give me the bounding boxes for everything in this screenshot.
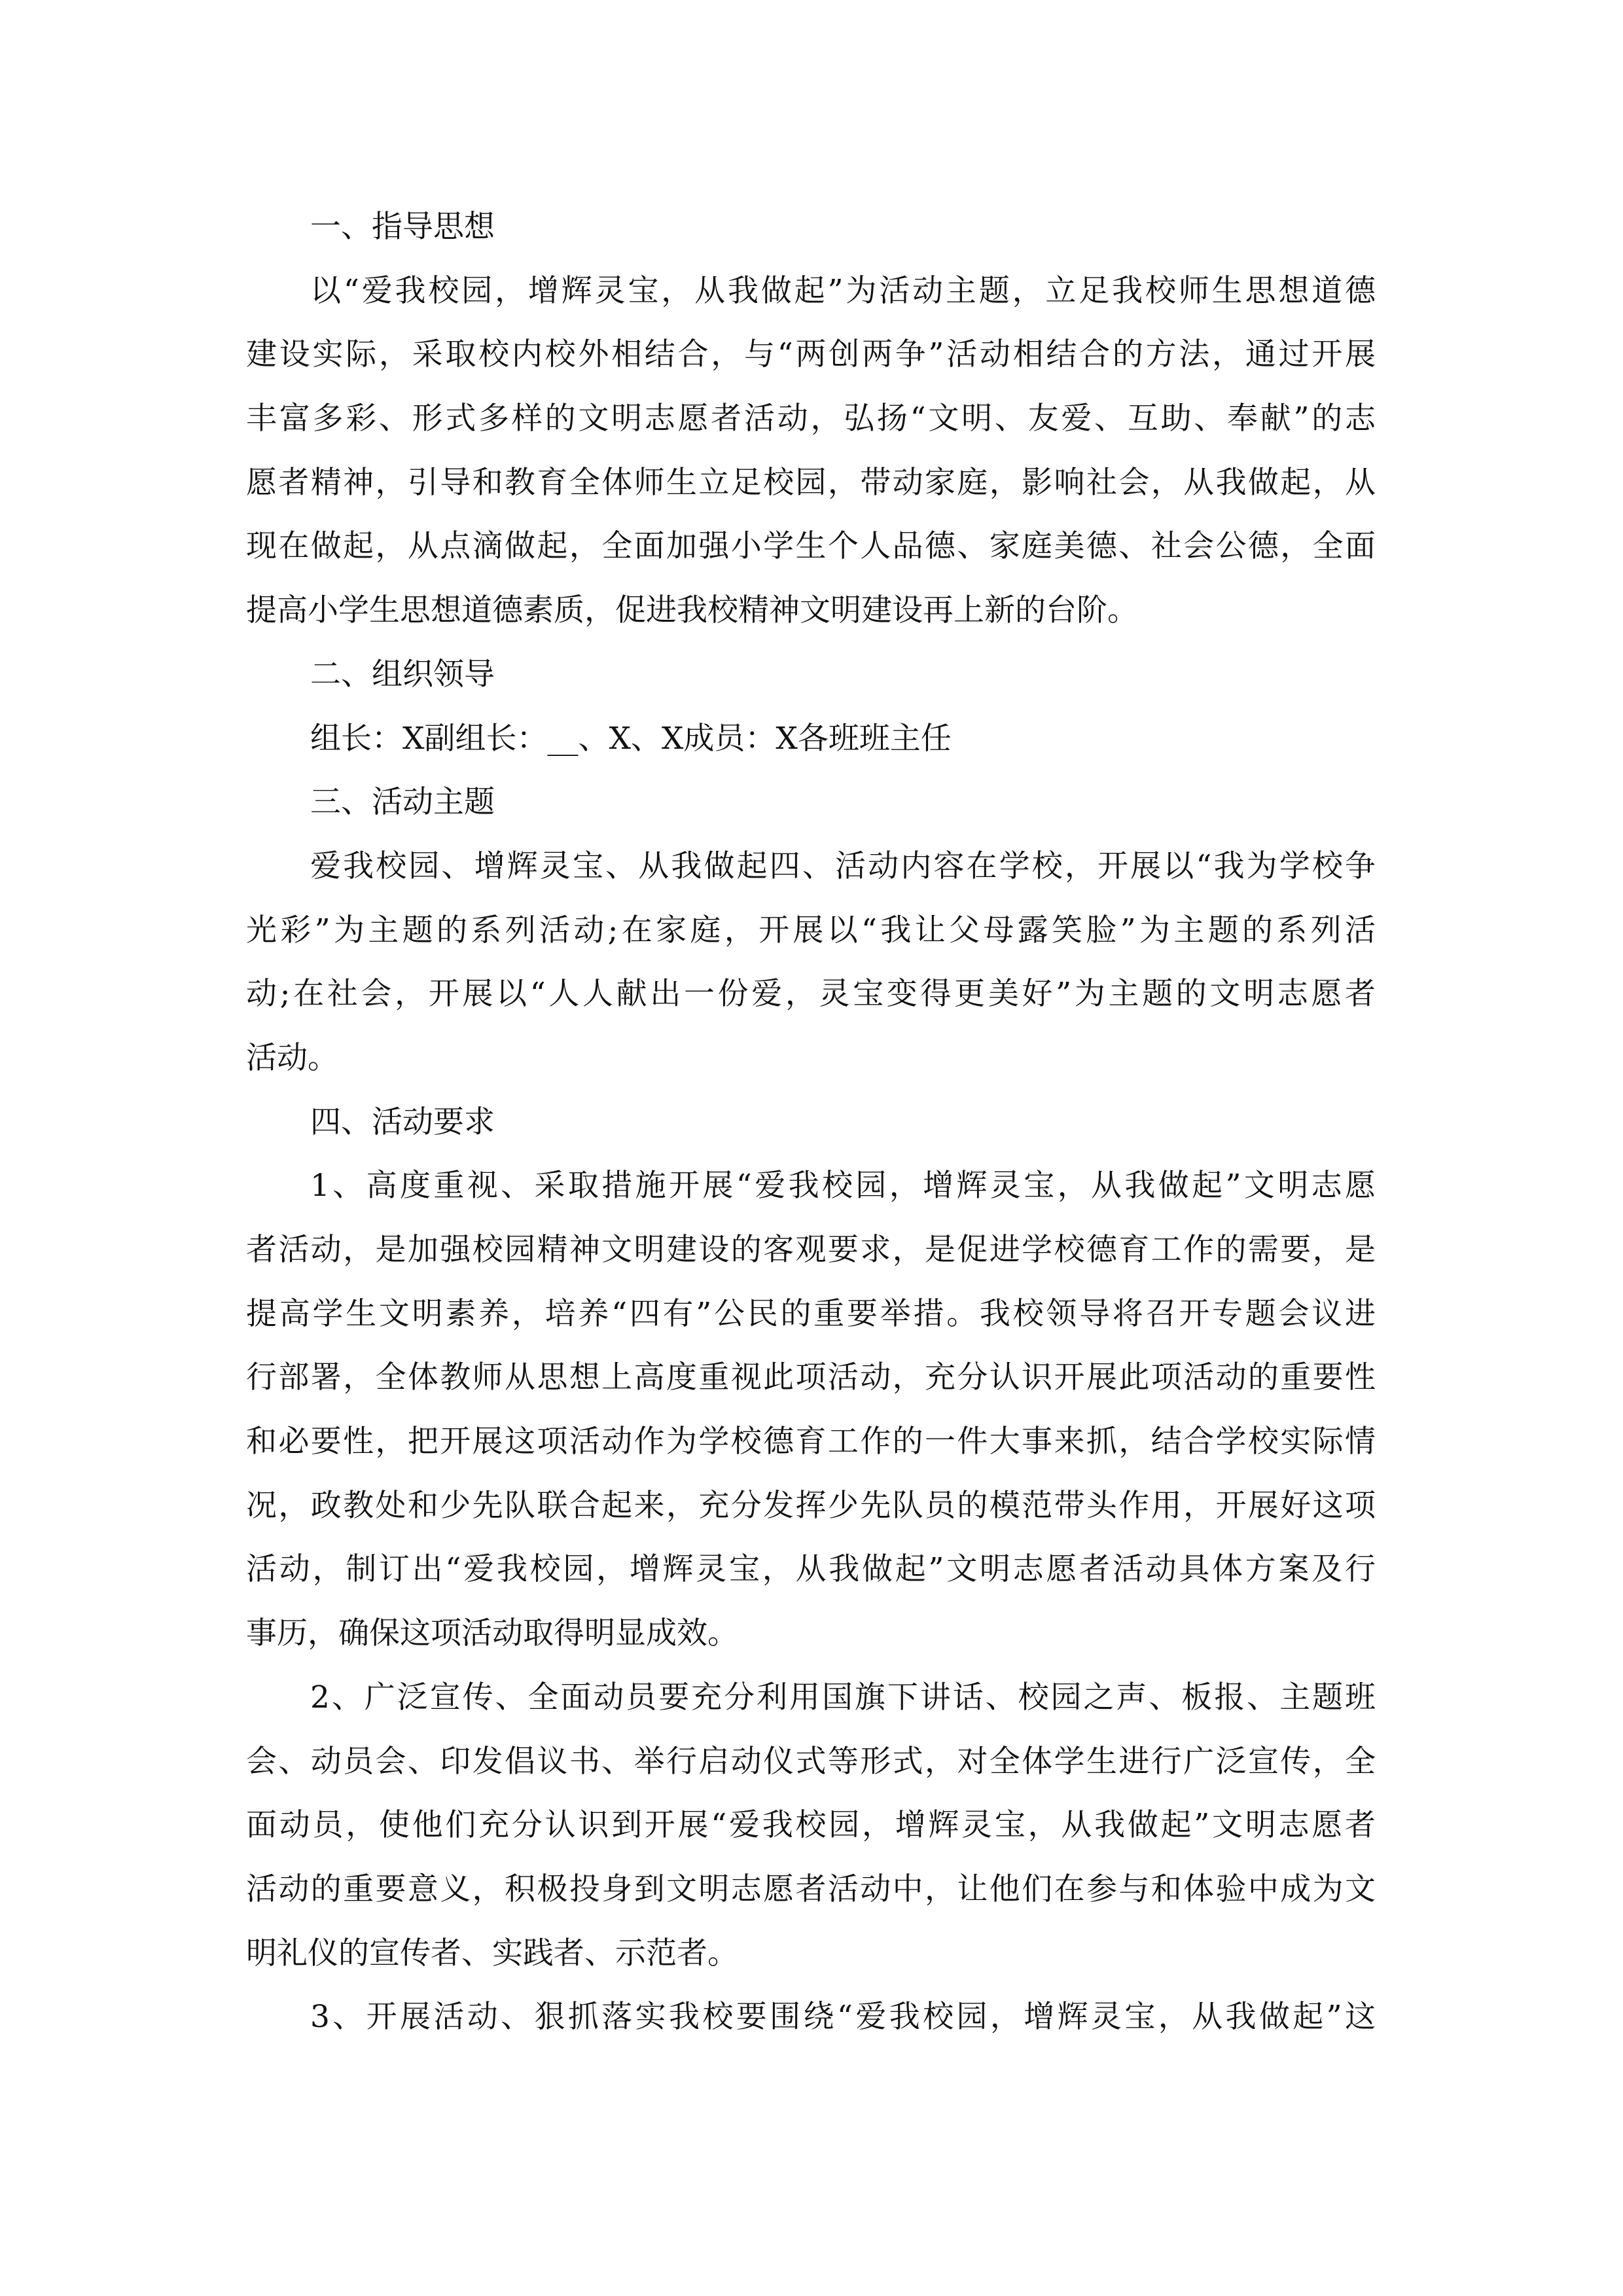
text-line: 光彩”为主题的系列活动;在家庭，开展以“我让父母露笑脸”为主题的系列活 <box>246 912 1376 948</box>
text-line: 建设实际，采取校内校外相结合，与“两创两争”活动相结合的方法，通过开展 <box>246 336 1376 373</box>
text-line: 活动。 <box>246 1039 338 1076</box>
text-line: 组长：X副组长：__、X、X成员：X各班班主任 <box>310 720 952 757</box>
document-body <box>246 195 1376 2049</box>
section-heading: 二、组织领导 <box>310 656 495 692</box>
text-line: 2、广泛宣传、全面动员要充分利用国旗下讲话、校园之声、板报、主题班 <box>310 1679 1376 1715</box>
text-line: 以“爱我校园，增辉灵宝，从我做起”为活动主题，立足我校师生思想道德 <box>310 272 1376 309</box>
section-heading: 一、指导思想 <box>310 209 495 245</box>
text-line: 和必要性，把开展这项活动作为学校德育工作的一件大事来抓，结合学校实际情 <box>246 1424 1376 1460</box>
text-line: 明礼仪的宣传者、实践者、示范者。 <box>246 1935 738 1971</box>
text-line: 活动，制订出“爱我校园，增辉灵宝，从我做起”文明志愿者活动具体方案及行 <box>246 1551 1376 1588</box>
section-heading: 三、活动主题 <box>310 784 495 821</box>
text-line: 提高学生文明素养，培养“四有”公民的重要举措。我校领导将召开专题会议进 <box>246 1295 1376 1332</box>
text-line: 丰富多彩、形式多样的文明志愿者活动，弘扬“文明、友爱、互助、奉献”的志 <box>246 401 1376 437</box>
text-line: 爱我校园、增辉灵宝、从我做起四、活动内容在学校，开展以“我为学校争 <box>310 848 1376 884</box>
text-line: 提高小学生思想道德素质，促进我校精神文明建设再上新的台阶。 <box>246 592 1138 629</box>
text-line: 面动员，使他们充分认识到开展“爱我校园，增辉灵宝，从我做起”文明志愿者 <box>246 1807 1376 1844</box>
text-line: 事历，确保这项活动取得明显成效。 <box>246 1615 738 1652</box>
text-line: 动;在社会，开展以“人人献出一份爱，灵宝变得更美好”为主题的文明志愿者 <box>246 976 1376 1013</box>
text-line: 愿者精神，引导和教育全体师生立足校园，带动家庭，影响社会，从我做起，从 <box>246 464 1376 501</box>
text-line: 现在做起，从点滴做起，全面加强小学生个人品德、家庭美德、社会公德，全面 <box>246 528 1376 565</box>
text-line: 3、开展活动、狠抓落实我校要围绕“爱我校园，增辉灵宝，从我做起”这 <box>310 1999 1376 2036</box>
text-line: 者活动，是加强校园精神文明建设的客观要求，是促进学校德育工作的需要，是 <box>246 1232 1376 1268</box>
text-line: 况，政教处和少先队联合起来，充分发挥少先队员的模范带头作用，开展好这项 <box>246 1487 1376 1524</box>
text-line: 行部署，全体教师从思想上高度重视此项活动，充分认识开展此项活动的重要性 <box>246 1359 1376 1396</box>
text-line: 1、高度重视、采取措施开展“爱我校园，增辉灵宝，从我做起”文明志愿 <box>310 1168 1376 1204</box>
text-line: 会、动员会、印发倡议书、举行启动仪式等形式，对全体学生进行广泛宣传，全 <box>246 1743 1376 1780</box>
section-heading: 四、活动要求 <box>310 1103 495 1140</box>
text-line: 活动的重要意义，积极投身到文明志愿者活动中，让他们在参与和体验中成为文 <box>246 1871 1376 1907</box>
